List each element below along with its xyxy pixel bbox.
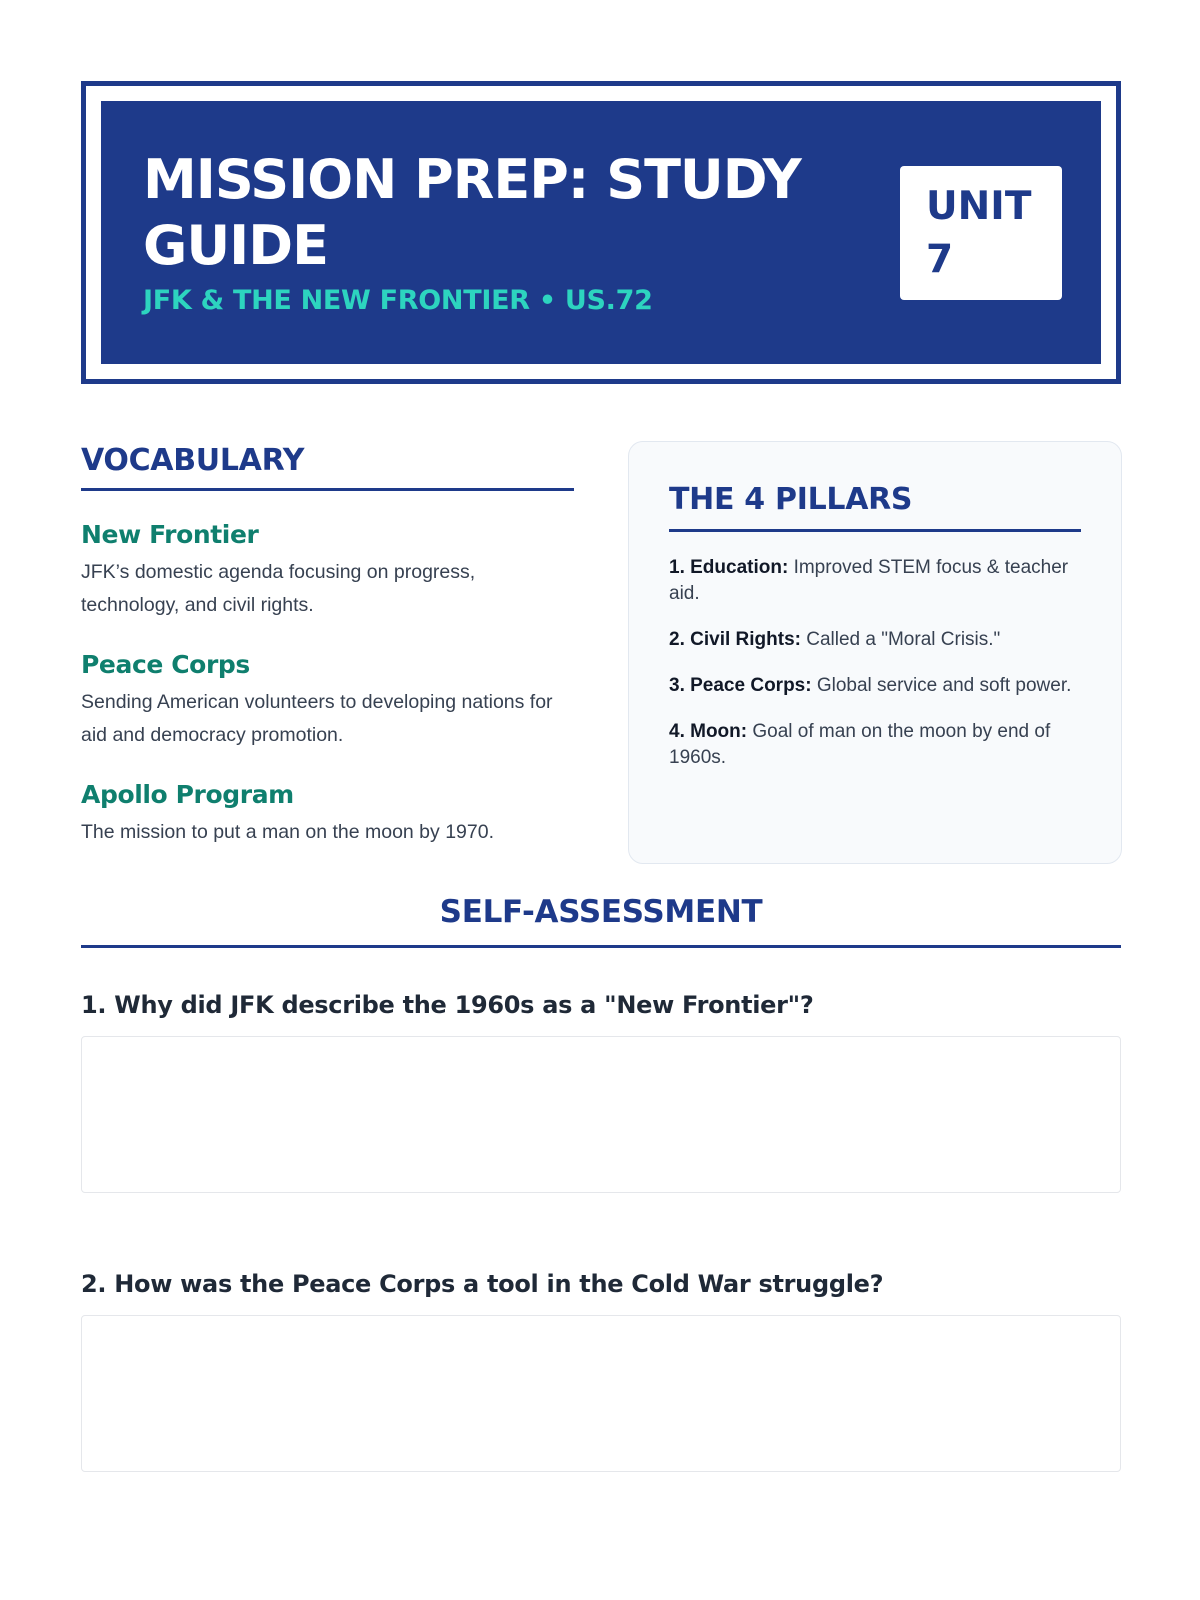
vocabulary-definition: JFK’s domestic agenda focusing on progress, technology, and civil rights. bbox=[81, 561, 476, 616]
pillars-card bbox=[628, 441, 1122, 864]
header-banner bbox=[101, 101, 1101, 364]
unit-badge bbox=[900, 166, 1062, 300]
header-frame bbox=[81, 81, 1121, 384]
pillar-label: 2. Civil Rights: bbox=[669, 629, 801, 650]
pillar-text: Called a "Moral Crisis." bbox=[800, 629, 1001, 650]
pillar-item bbox=[669, 555, 1081, 607]
question-2: 2. How was the Peace Corps a tool in the Cold War struggle? bbox=[81, 1270, 884, 1298]
vocabulary-heading: VOCABULARY bbox=[81, 441, 574, 491]
vocabulary-term: Peace Corps bbox=[81, 650, 250, 679]
pillars-list bbox=[669, 555, 1081, 771]
pillar-item bbox=[669, 673, 1081, 699]
vocabulary-section bbox=[81, 441, 574, 877]
question-1: 1. Why did JFK describe the 1960s as a "New Frontier"? bbox=[81, 991, 814, 1019]
pillar-text: Goal of man on the moon by end of 1960s. bbox=[669, 721, 1051, 768]
vocabulary-item bbox=[81, 650, 574, 752]
vocabulary-term: New Frontier bbox=[81, 520, 259, 549]
answer-box-1[interactable] bbox=[81, 1036, 1121, 1193]
pillar-item bbox=[669, 627, 1081, 653]
pillars-heading: THE 4 PILLARS bbox=[669, 482, 1081, 532]
pillar-label: 3. Peace Corps: bbox=[669, 675, 812, 696]
vocabulary-item bbox=[81, 520, 574, 622]
unit-label: UNIT bbox=[926, 184, 1032, 229]
pillar-item bbox=[669, 719, 1081, 771]
pillar-text: Improved STEM focus & teacher aid. bbox=[669, 557, 1069, 604]
page-title: MISSION PREP: STUDY GUIDE bbox=[143, 148, 801, 277]
pillar-text: Global service and soft power. bbox=[811, 675, 1072, 696]
vocabulary-item bbox=[81, 780, 574, 849]
self-assessment-section bbox=[81, 894, 1121, 1472]
vocabulary-definition: The mission to put a man on the moon by 1970. bbox=[81, 821, 494, 843]
content-columns bbox=[81, 441, 1120, 861]
vocabulary-list bbox=[81, 520, 574, 849]
answer-box-2[interactable] bbox=[81, 1315, 1121, 1472]
vocabulary-term: Apollo Program bbox=[81, 780, 294, 809]
pillar-label: 4. Moon: bbox=[669, 721, 748, 742]
vocabulary-definition: Sending American volunteers to developing nations for aid and democracy promotion. bbox=[81, 691, 553, 746]
pillar-label: 1. Education: bbox=[669, 557, 789, 578]
self-assessment-heading: SELF-ASSESSMENT bbox=[81, 894, 1121, 948]
unit-number: 7 bbox=[926, 237, 954, 282]
page-subtitle: JFK & THE NEW FRONTIER • US.72 bbox=[143, 285, 653, 316]
